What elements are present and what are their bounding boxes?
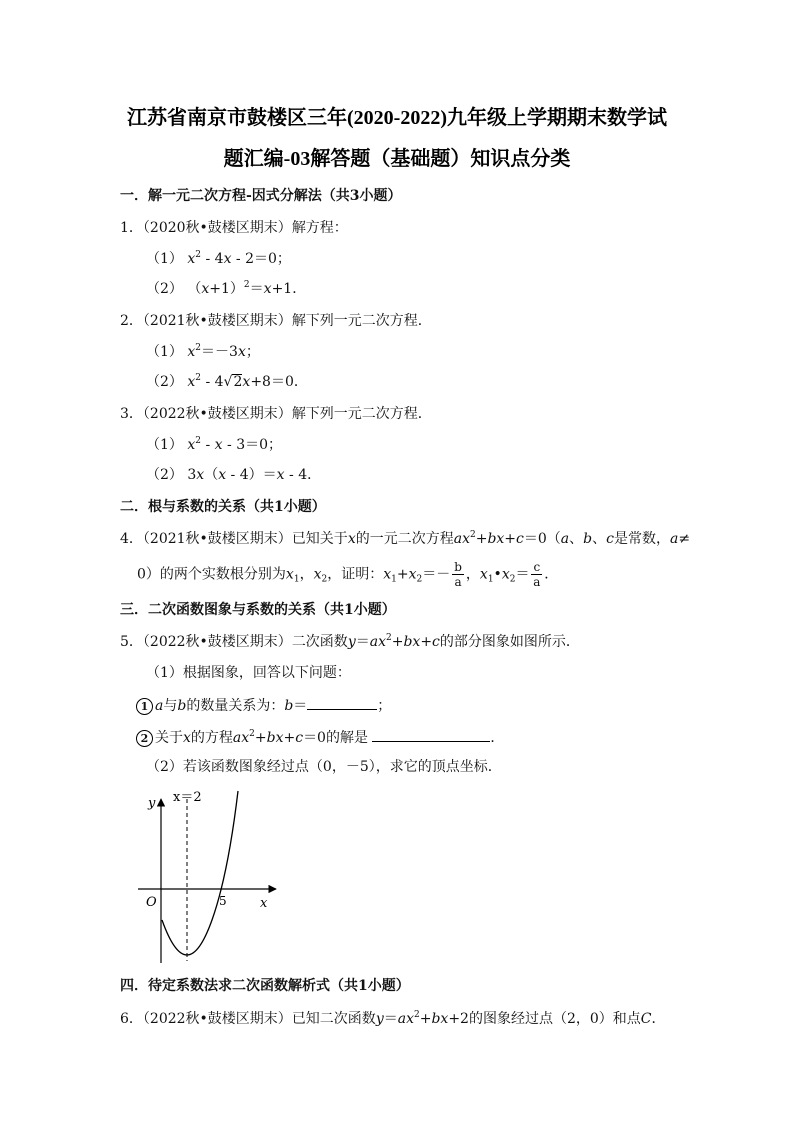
problem-number: 4． (120, 531, 143, 547)
fraction-b-over-a: $\frac{b}{a}$ (454, 560, 462, 589)
problem-5-part-1 (146, 664, 351, 682)
problem-text: 二次函数$y=ax^2+bx+c$的部分图象如图所示． (291, 633, 580, 650)
part-label: （1） (146, 251, 183, 267)
part-label: （1） (146, 665, 183, 681)
problem-number: 6． (120, 1011, 143, 1027)
problem-source: （2022秋•鼓楼区期末） (142, 406, 292, 422)
section-heading-2: 二．根与系数的关系（共1小题） (120, 499, 326, 515)
problem-number: 3． (120, 406, 143, 422)
problem-text: 已知二次函数$y=ax^2+bx+2$的图象经过点（2，0）和点C． (291, 1010, 666, 1027)
problem-6-stem (120, 1010, 665, 1028)
part-label: （2） (146, 759, 183, 775)
parabola-graph-figure (130, 785, 290, 965)
section-heading-1: 一．解一元二次方程-因式分解法（共3小题） (120, 188, 402, 204)
part-text: 根据图象，回答以下问题： (182, 665, 351, 681)
part-label: （1） (146, 344, 183, 360)
circled-number-2: 2 (136, 730, 153, 747)
problem-text: 解方程： (291, 220, 348, 236)
answer-blank-1[interactable] (307, 695, 377, 710)
problem-source: （2021秋•鼓楼区期末） (142, 313, 292, 329)
part-label: （2） (146, 467, 183, 483)
fraction-c-over-a: $\frac{c}{a}$ (533, 560, 541, 589)
problem-3-stem (120, 405, 432, 423)
part-text: 若该函数图象经过点（0，－5），求它的顶点坐标． (182, 759, 502, 775)
problem-source: （2020秋•鼓楼区期末） (142, 220, 292, 236)
problem-source: （2022秋•鼓楼区期末） (142, 1011, 292, 1027)
equation-1-1: $x^2 - 4x - 2=0$； (187, 250, 291, 267)
problem-2-part-1 (146, 343, 260, 361)
problem-1-part-2 (146, 280, 306, 298)
circled-number-1: 1 (136, 698, 153, 715)
parabola-curve (162, 791, 238, 955)
problem-source: （2022秋•鼓楼区期末） (142, 634, 292, 650)
problem-3-part-1 (146, 436, 282, 454)
equation-1-2: $(x+1)^2=x+1$． (187, 280, 307, 297)
problem-number: 2． (120, 313, 143, 329)
problem-5-stem (120, 633, 580, 651)
problem-text: 解下列一元二次方程． (291, 406, 432, 422)
problem-text: 解下列一元二次方程． (291, 313, 432, 329)
problem-5-item-2: 2 关于x的方程$ax^2+bx+c=0$的解是 ． (136, 727, 504, 747)
problem-source: （2021秋•鼓楼区期末） (142, 531, 292, 547)
problem-4-stem-line2: 0）的两个实数根分别为$x_1$，$x_2$，证明：$x_1+x_2=-$ $\frac{b}{a}$ ，$x_1•x_2=$ $\frac{c}{a}$ ． (137, 560, 559, 589)
section-heading-4: 四．待定系数法求二次函数解析式（共1小题） (120, 978, 410, 994)
document-title-line1: 江苏省南京市鼓楼区三年(2020-2022)九年级上学期期末数学试 (127, 107, 667, 129)
problem-2-part-2 (146, 373, 308, 391)
problem-1-part-1 (146, 250, 291, 268)
document-title-line2: 题汇编-03解答题（基础题）知识点分类 (223, 148, 571, 170)
problem-number: 1． (120, 220, 143, 236)
section-heading-3: 三．二次函数图象与系数的关系（共1小题） (120, 602, 396, 618)
origin-label: O (146, 895, 157, 910)
problem-5-part-2 (146, 758, 502, 776)
x-intercept-label: 5 (219, 894, 227, 908)
problem-number: 5． (120, 634, 143, 650)
part-label: （2） (146, 281, 183, 297)
problem-4-stem (120, 530, 690, 548)
equation-3-2: 3x（x - 4）＝x - 4． (187, 467, 322, 483)
x-axis-label: x (260, 896, 268, 911)
symmetry-axis-label: x＝2 (173, 790, 202, 805)
problem-5-item-1: 1 a与b的数量关系为：b＝ ； (136, 695, 391, 715)
problem-text: 已知关于x的一元二次方程$ax^2+bx+c=0(a$、b、c是常数，a≠ (291, 530, 691, 547)
answer-blank-2[interactable] (372, 727, 490, 742)
problem-1-stem (120, 219, 348, 237)
y-axis-label: y (148, 796, 156, 811)
equation-3-1: $x^2 - x - 3=0$； (187, 436, 283, 453)
part-label: （1） (146, 437, 183, 453)
problem-2-stem (120, 312, 432, 330)
problem-3-part-2 (146, 466, 321, 484)
equation-2-2: $x^2 - 4√2x+8=0$． (187, 373, 308, 390)
equation-2-1: $x^2=-3x$； (187, 343, 260, 360)
part-label: （2） (146, 374, 183, 390)
